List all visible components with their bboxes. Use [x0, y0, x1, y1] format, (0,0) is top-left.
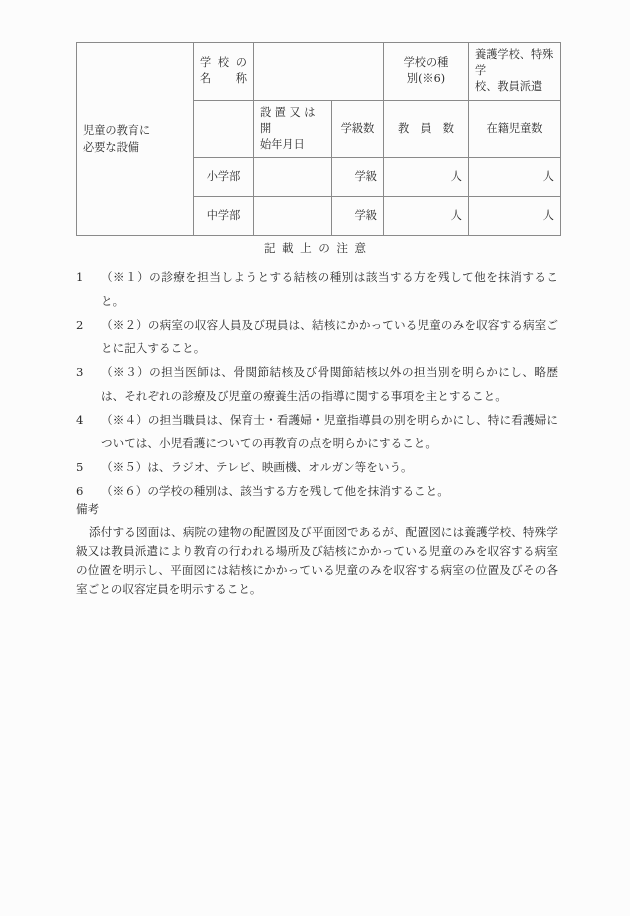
column-header-class-count: 学級数	[332, 100, 384, 158]
remarks-body: 添付する図面は、病院の建物の配置図及び平面図であるが、配置図には養護学校、特殊学級又は教員派遣により教育の行われる場所及び結核にかかっている児童のみを収容する病室の位置を明示し、平面図には結核にかかっている児童のみを収容する病室の位置及びその各室ごとの収容定員を明示すること。	[76, 525, 558, 596]
list-item	[76, 266, 558, 313]
column-header-start-date	[254, 100, 332, 158]
note-number: 4	[76, 412, 84, 427]
school-name-label	[194, 43, 254, 101]
school-type-value[interactable]	[469, 43, 561, 101]
note-text: （※４）の担当職員は、保育士・看護婦・児童指導員の別を明らかにし、特に看護婦については、小児看護についての再教育の点を明らかにすること。	[101, 412, 558, 451]
school-name-label-line1: 学 校 の	[200, 56, 247, 70]
column-header-enrolled-children: 在籍児童数	[469, 100, 561, 158]
elementary-class-count-unit[interactable]: 学級	[332, 158, 384, 197]
note-number: 1	[76, 270, 84, 284]
note-text: （※６）の学校の種別は、該当する方を残して他を抹消すること。	[101, 484, 449, 499]
list-item	[76, 314, 558, 361]
list-item	[76, 456, 558, 480]
junior-high-teacher-count-unit[interactable]: 人	[384, 197, 469, 236]
notice-list	[76, 266, 558, 504]
junior-high-class-count-unit[interactable]: 学級	[332, 197, 384, 236]
start-date-line1: 設 置 又 は 開	[260, 105, 316, 135]
junior-high-enrolled-children-unit[interactable]: 人	[469, 197, 561, 236]
school-type-label-line1: 学校の種	[403, 56, 449, 70]
column-header-blank	[194, 100, 254, 158]
table-row-school-name	[77, 43, 561, 101]
row-header-line1: 児童の教育に	[83, 123, 151, 137]
division-elementary: 小学部	[194, 158, 254, 197]
division-junior-high: 中学部	[194, 197, 254, 236]
elementary-start-date-value[interactable]	[254, 158, 332, 197]
school-name-label-line2: 名 称	[200, 72, 247, 86]
note-number: 5	[76, 460, 84, 475]
remarks-heading: 備考	[76, 502, 100, 516]
school-name-value[interactable]	[254, 43, 384, 101]
column-header-teacher-count: 教 員 数	[384, 100, 469, 158]
row-header-education-facilities	[77, 43, 194, 236]
junior-high-start-date-value[interactable]	[254, 197, 332, 236]
note-text: （※１）の診療を担当しようとする結核の種別は該当する方を残して他を抹消すること。	[101, 270, 558, 308]
elementary-enrolled-children-unit[interactable]: 人	[469, 158, 561, 197]
note-text: （※３）の担当医師は、骨関節結核及び骨関節結核以外の担当別を明らかにし、略歴は、それぞれの診療及び児童の療養生活の指導に関する事項を主とすること。	[101, 365, 558, 403]
education-facilities-table	[76, 42, 561, 236]
school-type-value-line2: 校、教員派遣	[475, 80, 543, 94]
note-number: 6	[76, 484, 84, 499]
note-text: （※２）の病室の収容人員及び現員は、結核にかかっている児童のみを収容する病室ごとに記入すること。	[101, 317, 558, 356]
note-number: 2	[76, 317, 84, 332]
row-header-line2: 必要な設備	[83, 141, 139, 155]
list-item	[76, 361, 558, 408]
school-type-label	[384, 43, 469, 101]
school-type-value-line1: 養護学校、特殊学	[475, 48, 554, 78]
note-text: （※５）は、ラジオ、テレビ、映画機、オルガン等をいう。	[101, 460, 413, 475]
notice-title: 記載上の注意	[263, 241, 373, 255]
elementary-teacher-count-unit[interactable]: 人	[384, 158, 469, 197]
start-date-line2: 始年月日	[260, 138, 305, 152]
note-number: 3	[76, 365, 84, 380]
school-type-label-line2: 別(※6)	[406, 72, 446, 86]
remarks-section	[76, 498, 558, 598]
list-item	[76, 409, 558, 456]
